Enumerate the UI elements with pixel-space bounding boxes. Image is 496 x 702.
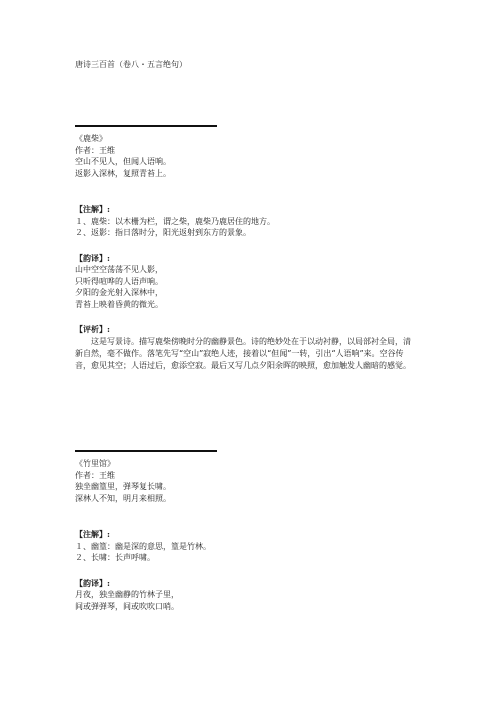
poem-line: 返影入深林，复照青苔上。: [75, 168, 171, 178]
poem-section-lu-zhai: [75, 125, 415, 372]
translation-line: 间或弹弹琴，间或吹吹口哨。: [75, 601, 179, 611]
section-divider: [75, 125, 217, 127]
note-item: １、幽篁：幽是深的意思，篁是竹林。: [75, 541, 211, 551]
note-item: １、鹿柴：以木栅为栏，谓之柴，鹿柴乃鹿居住的地方。: [75, 216, 275, 226]
translation-line: 山中空空荡荡不见人影，: [75, 265, 163, 274]
document-title: 唐诗三百首（卷八・五言绝句）: [75, 60, 187, 69]
poem-line: 独坐幽篁里，弹琴复长啸。: [75, 482, 171, 491]
translation-line: 夕阳的金光射入深林中，: [75, 288, 163, 297]
poem-author: 作者：王维: [75, 145, 115, 155]
section-divider: [75, 450, 217, 452]
poem-line: 空山不见人，但闻人语响。: [75, 157, 171, 166]
poem-line: 深林人不知，明月来相照。: [75, 493, 171, 503]
translation-line: 只听得喧哗的人语声响。: [75, 276, 163, 286]
poem-title: 《鹿柴》: [75, 134, 107, 143]
poem-title: 《竹里馆》: [75, 459, 115, 468]
translation-heading: 【韵译】:: [75, 577, 110, 588]
analysis-paragraph: 这是写景诗。描写鹿柴傍晚时分的幽静景色。诗的绝妙处在于以动衬静，以局部衬全局，清新自然，毫不做作。落笔先写“空山”寂绝人迹，接着以“但闻”一转，引出“人语响”来。空谷传音，愈见其空；人语过后，愈添空寂。最后又写几点夕阳余晖的映照，愈加触发人幽暗的感觉。: [75, 336, 411, 370]
poem-section-zhu-li-guan: [75, 450, 415, 612]
translation-line: 青苔上映着昏黄的微光。: [75, 299, 163, 309]
translation-line: 月夜，独坐幽静的竹林子里，: [75, 590, 179, 599]
poem-author: 作者：王维: [75, 470, 115, 480]
note-item: ２、长啸：长声呼啸。: [75, 553, 155, 562]
notes-heading: 【注解】:: [75, 529, 110, 539]
translation-heading: 【韵译】:: [75, 252, 110, 263]
notes-heading: 【注解】:: [75, 204, 110, 214]
analysis-heading: 【评析】:: [75, 324, 110, 334]
note-item: ２、返影：指日落时分，阳光返射到东方的景象。: [75, 228, 251, 237]
